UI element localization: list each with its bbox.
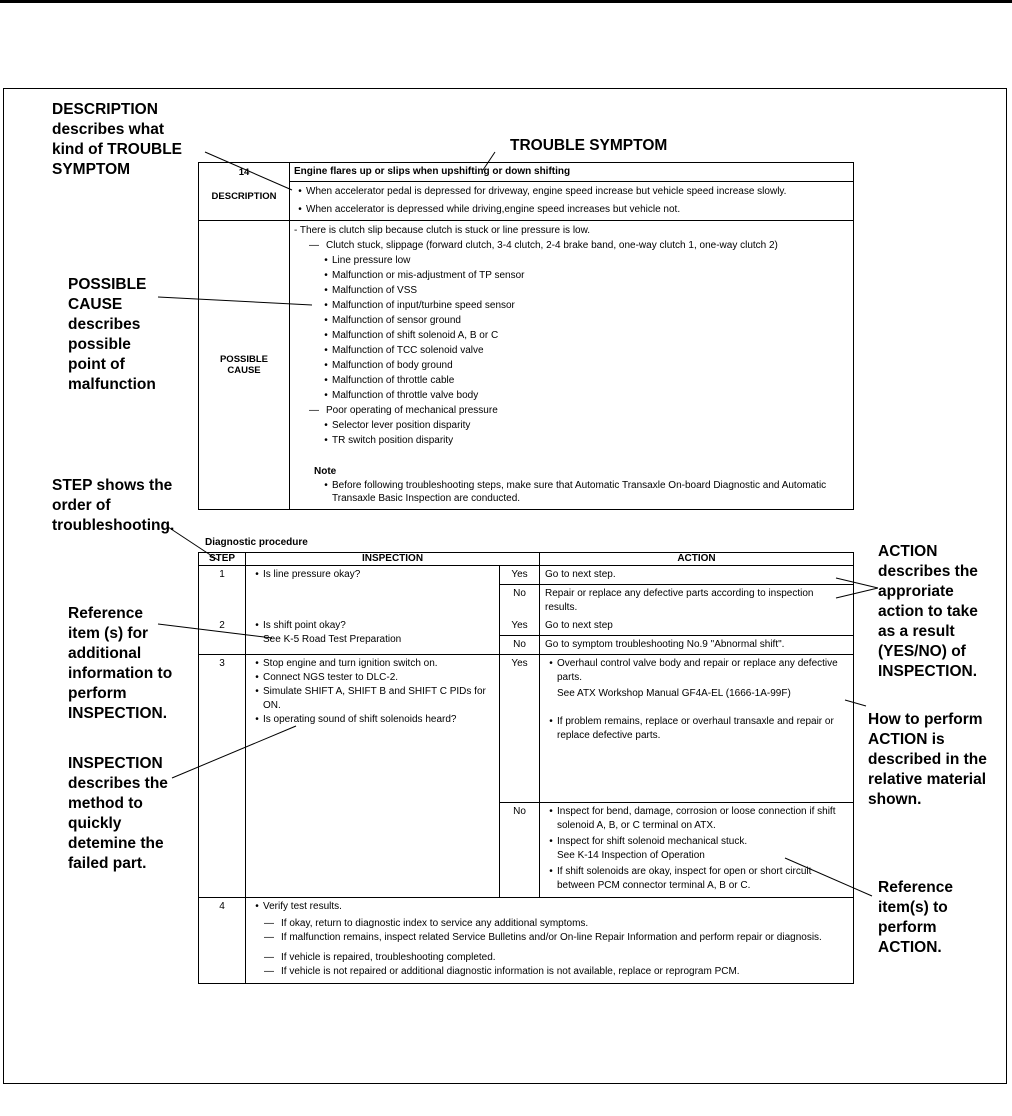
step1-yes-action: Go to next step. <box>540 566 854 585</box>
cause-item: • Malfunction of throttle cable <box>294 373 849 388</box>
step4-item: — If okay, return to diagnostic index to service any additional symptoms. <box>251 917 848 931</box>
cause-item: • Malfunction of shift solenoid A, B or C <box>294 328 849 343</box>
step1-no-label: No <box>500 585 540 618</box>
step1-yes-row <box>199 566 854 585</box>
bullet-icon: • <box>549 806 553 817</box>
diagnostic-table <box>198 552 854 984</box>
step4-item: — If vehicle is not repaired or additional diagnostic information is not available, replace or reprogram PCM. <box>251 965 848 979</box>
step3-yes-action <box>540 655 854 803</box>
step3-yes-item: • If problem remains, replace or overhaul transaxle and repair or replace defective parts. <box>545 715 848 743</box>
step3-no-action <box>540 803 854 898</box>
cause-item: • Malfunction of input/turbine speed sensor <box>294 298 849 313</box>
step3-no-item: • Inspect for shift solenoid mechanical stuck. <box>545 835 848 849</box>
step3-inspection <box>246 655 500 898</box>
bullet-icon: • <box>549 658 553 669</box>
bullet-icon: • <box>324 255 328 266</box>
bullet-icon: • <box>324 435 328 446</box>
bullet-icon: • <box>549 716 553 727</box>
step4-inspection <box>246 898 854 984</box>
step3-yes-label: Yes <box>500 655 540 803</box>
dash-icon: — <box>264 918 274 929</box>
step2-yes-row <box>199 617 854 636</box>
dash-icon: — <box>309 240 319 251</box>
step1-inspection: • Is line pressure okay? <box>246 566 500 618</box>
diagnostic-procedure-title: Diagnostic procedure <box>205 537 308 548</box>
callout-possible-cause: POSSIBLE CAUSE describes possible point of malfunction <box>68 276 156 393</box>
step4-number: 4 <box>199 898 246 984</box>
step3-yes-row <box>199 655 854 803</box>
cause-intro: - There is clutch slip because clutch is stuck or line pressure is low. <box>294 225 591 236</box>
step2-yes-label: Yes <box>500 617 540 636</box>
step2-inspection <box>246 617 500 655</box>
step1-yes-label: Yes <box>500 566 540 585</box>
description-label: DESCRIPTION <box>211 191 277 202</box>
action-header: ACTION <box>540 553 854 566</box>
bullet-icon: • <box>324 315 328 326</box>
step3-inspection-item: • Connect NGS tester to DLC-2. <box>251 671 494 685</box>
cause-group-1: — Clutch stuck, slippage (forward clutch, 3-4 clutch, 2-4 brake band, one-way clutch 1, one-way clutch 2) <box>294 238 849 253</box>
bullet-icon: • <box>324 480 328 491</box>
diagnostic-header-row <box>199 553 854 566</box>
description-content-cell <box>290 163 854 221</box>
step2-question: • Is shift point okay? <box>251 619 494 633</box>
callout-how-to-perform: How to perform ACTION is described in the relative material shown. <box>868 711 987 808</box>
step-header: STEP <box>199 553 246 566</box>
step2-yes-action: Go to next step <box>540 617 854 636</box>
dash-icon: — <box>264 966 274 977</box>
callout-step: STEP shows the order of troubleshooting. <box>52 477 175 534</box>
bullet-icon: • <box>324 345 328 356</box>
note-text: • Before following troubleshooting steps, make sure that Automatic Transaxle On-board Diagnostic and Automatic Transaxle Basic Inspection are conducted. <box>294 479 849 505</box>
bullet-icon: • <box>324 375 328 386</box>
step3-number: 3 <box>199 655 246 898</box>
cause-item: • Malfunction of VSS <box>294 283 849 298</box>
bullet-icon: • <box>324 330 328 341</box>
step4-item: — If malfunction remains, inspect related Service Bulletins and/or On-line Repair Information and perform repair or diagnosis. <box>251 931 848 945</box>
step3-no-item: • Inspect for bend, damage, corrosion or loose connection if shift solenoid A, B, or C terminal on ATX. <box>545 805 848 833</box>
step3-no-item: • If shift solenoids are okay, inspect for open or short circuit between PCM connector terminal A, B or C. <box>545 865 848 893</box>
bullet-icon: • <box>324 390 328 401</box>
bullet-icon: • <box>255 901 259 912</box>
step3-no-label: No <box>500 803 540 898</box>
possible-cause-label: POSSIBLE CAUSE <box>199 221 290 510</box>
step2-reference: See K-5 Road Test Preparation <box>263 634 402 645</box>
callout-description: DESCRIPTION describes what kind of TROUBLE SYMPTOM <box>52 101 183 178</box>
description-label-cell <box>199 163 290 221</box>
bullet-icon: • <box>549 866 553 877</box>
step2-no-action: Go to symptom troubleshooting No.9 "Abnormal shift". <box>545 639 785 650</box>
description-item: • When accelerator is depressed while driving,engine speed increases but vehicle not. <box>290 202 853 220</box>
step1-number: 1 <box>199 566 246 618</box>
header-rule <box>0 0 1012 3</box>
symptom-number: 14 <box>238 167 250 178</box>
bullet-icon: • <box>255 672 259 683</box>
possible-cause-content <box>290 221 854 510</box>
step4-item: — If vehicle is repaired, troubleshooting completed. <box>251 951 848 965</box>
step3-yes-item: • Overhaul control valve body and repair or replace any defective parts. <box>545 657 848 685</box>
step3-yes-reference: See ATX Workshop Manual GF4A-EL (1666-1A-99F) <box>557 688 791 699</box>
step2-no-label: No <box>500 636 540 655</box>
cause-item: • Malfunction of TCC solenoid valve <box>294 343 849 358</box>
cause-item: • Malfunction of body ground <box>294 358 849 373</box>
bullet-icon: • <box>549 836 553 847</box>
bullet-icon: • <box>255 658 259 669</box>
bullet-icon: • <box>255 686 259 697</box>
symptom-title: Engine flares up or slips when upshifting or down shifting <box>290 163 853 182</box>
cause-item: • Malfunction of throttle valve body <box>294 388 849 403</box>
bullet-icon: • <box>324 360 328 371</box>
callout-trouble-symptom: TROUBLE SYMPTOM <box>510 137 668 154</box>
cause-group-2: — Poor operating of mechanical pressure <box>294 403 849 418</box>
dash-icon: — <box>309 405 319 416</box>
bullet-icon: • <box>324 420 328 431</box>
cause-item: • TR switch position disparity <box>294 433 849 448</box>
bullet-icon: • <box>324 270 328 281</box>
note-label: Note <box>314 466 337 477</box>
step1-no-action: Repair or replace any defective parts according to inspection results. <box>545 588 814 613</box>
step3-inspection-item: • Is operating sound of shift solenoids heard? <box>251 713 494 727</box>
step3-inspection-item: • Simulate SHIFT A, SHIFT B and SHIFT C PIDs for ON. <box>251 685 494 713</box>
cause-item: • Line pressure low <box>294 253 849 268</box>
cause-item: • Selector lever position disparity <box>294 418 849 433</box>
step4-row <box>199 898 854 984</box>
step2-number: 2 <box>199 617 246 655</box>
step3-inspection-item: • Stop engine and turn ignition switch on. <box>251 657 494 671</box>
symptom-table <box>198 162 854 510</box>
step4-question: • Verify test results. <box>251 900 848 914</box>
cause-item: • Malfunction or mis-adjustment of TP sensor <box>294 268 849 283</box>
bullet-icon: • <box>255 620 259 631</box>
bullet-icon: • <box>298 204 302 215</box>
callout-reference-action: Reference item(s) to perform ACTION. <box>878 879 953 956</box>
callout-inspection: INSPECTION describes the method to quickly detemine the failed part. <box>68 755 168 872</box>
bullet-icon: • <box>298 186 302 197</box>
bullet-icon: • <box>255 569 259 580</box>
inspection-header: INSPECTION <box>246 553 540 566</box>
cause-item: • Malfunction of sensor ground <box>294 313 849 328</box>
callout-reference-inspection: Reference item (s) for additional information to perform INSPECTION. <box>68 605 173 722</box>
dash-icon: — <box>264 932 274 943</box>
bullet-icon: • <box>324 300 328 311</box>
step3-no-reference: See K-14 Inspection of Operation <box>557 850 705 861</box>
description-item: • When accelerator pedal is depressed for driveway, engine speed increase but vehicle speed increase slowly. <box>290 182 853 202</box>
callout-action: ACTION describes the approriate action to take as a result (YES/NO) of INSPECTION. <box>878 543 978 680</box>
bullet-icon: • <box>255 714 259 725</box>
dash-icon: — <box>264 952 274 963</box>
bullet-icon: • <box>324 285 328 296</box>
